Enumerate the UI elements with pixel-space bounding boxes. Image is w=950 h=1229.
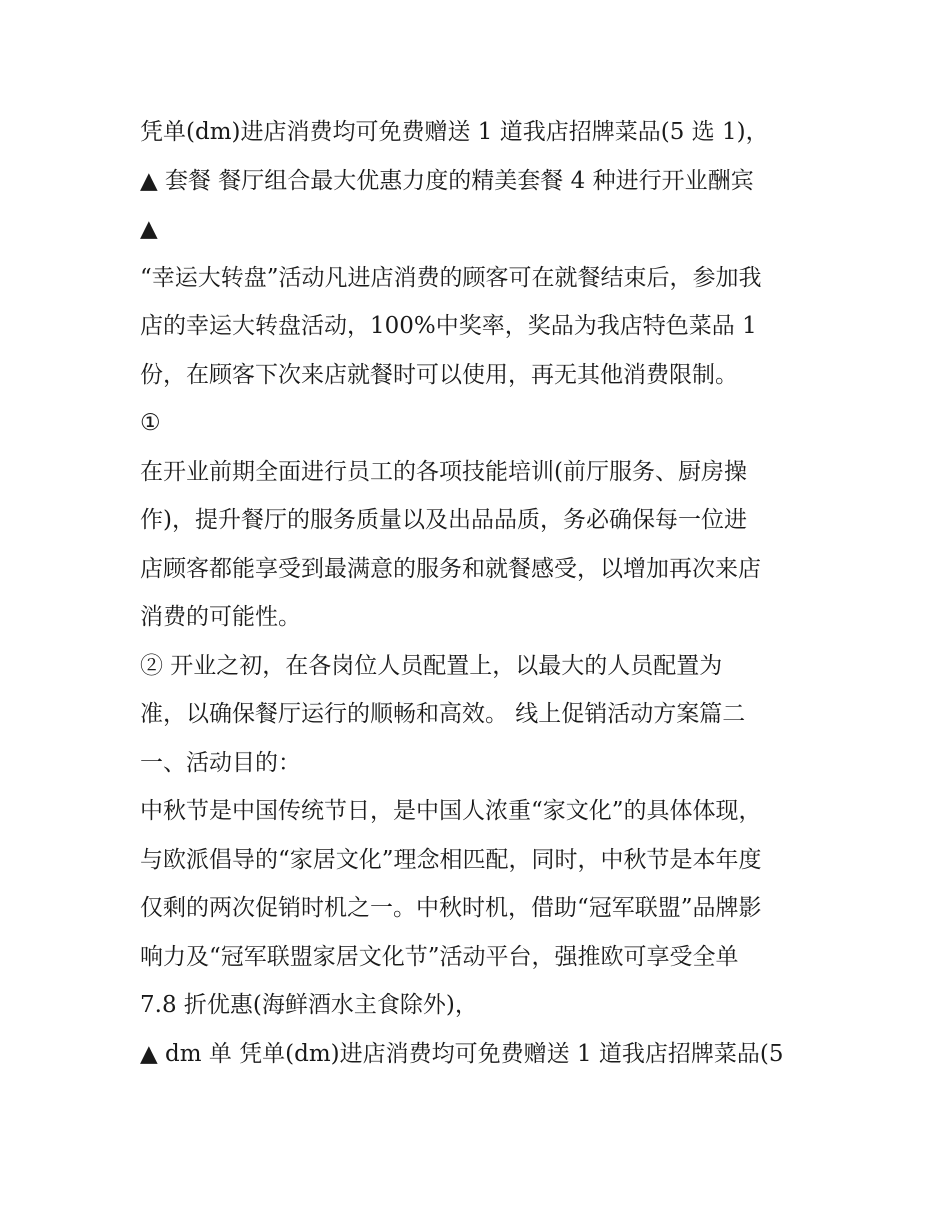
text-line: 与欧派倡导的“家居文化”理念相匹配，同时，中秋节是本年度 — [140, 846, 762, 873]
text-line: 准，以确保餐厅运行的顺畅和高效。 线上促销活动方案篇二 — [140, 701, 746, 727]
text-line: 响力及“冠军联盟家居文化节”活动平台，强推欧可享受全单 — [140, 943, 739, 970]
text-line: 消费的可能性。 — [140, 604, 301, 630]
text-line: ▲ 套餐 餐厅组合最大优惠力度的精美套餐 4 种进行开业酬宾 — [140, 167, 754, 194]
text-line: 中秋节是中国传统节日，是中国人浓重“家文化”的具体体现， — [140, 798, 762, 824]
text-line: ② 开业之初，在各岗位人员配置上，以最大的人员配置为 — [140, 652, 723, 679]
text-line: 凭单(dm)进店消费均可免费赠送 1 道我店招牌菜品(5 选 1)， — [140, 119, 769, 145]
text-line: 店的幸运大转盘活动，100%中奖率，奖品为我店特色菜品 1 — [140, 313, 757, 339]
text-line: ▲ dm 单 凭单(dm)进店消费均可免费赠送 1 道我店招牌菜品(5 — [140, 1040, 784, 1067]
text-line: 一、活动目的： — [140, 749, 301, 776]
text-line: 7.8 折优惠(海鲜酒水主食除外)， — [140, 992, 478, 1018]
text-line: 店顾客都能享受到最满意的服务和就餐感受，以增加再次来店 — [140, 555, 761, 582]
text-line: 仅剩的两次促销时机之一。中秋时机，借助“冠军联盟”品牌影 — [140, 895, 762, 921]
body-text — [140, 108, 820, 1078]
text-line: “幸运大转盘”活动凡进店消费的顾客可在就餐结束后，参加我 — [140, 264, 762, 291]
text-line: 作)，提升餐厅的服务质量以及出品品质，务必确保每一位进 — [140, 507, 747, 533]
text-line: ① — [140, 410, 161, 436]
text-line: 份，在顾客下次来店就餐时可以使用，再无其他消费限制。 — [140, 361, 738, 388]
text-line: ▲ — [140, 216, 158, 242]
text-line: 在开业前期全面进行员工的各项技能培训(前厅服务、厨房操 — [140, 458, 747, 485]
